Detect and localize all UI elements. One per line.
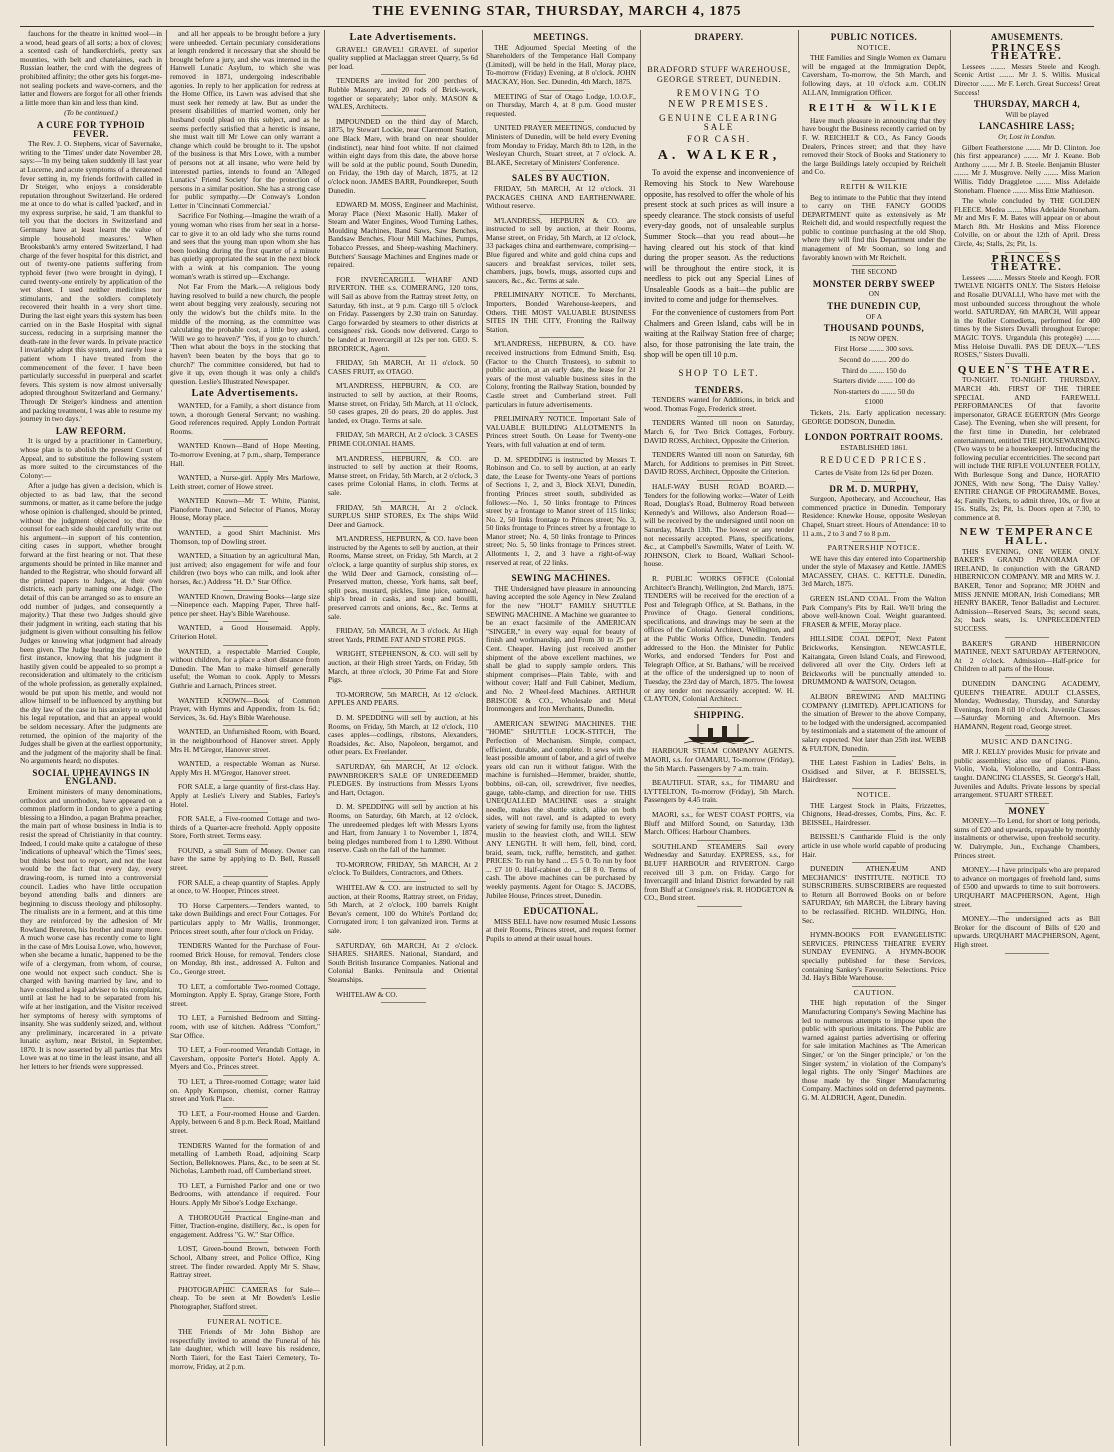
column-4 [486,30,636,1446]
column-rule [640,30,641,1446]
partnership-heading: PARTNERSHIP NOTICE. [827,543,921,553]
bradford-title: BRADFORD STUFF WAREHOUSE, [647,64,791,74]
caution-heading: CAUTION. [853,987,895,997]
prize-line: Non-starters do ........ 50 do [833,386,915,396]
classified-ad: A THOROUGH Practical Engine-man and Fitter, Traction-engine, distillery, &c., is open for engagement. Address "G. W." Star Office. [170,1214,320,1244]
classified-ad: TO LET, a Four-roomed Verandah Cottage, in Caversham, opposite Porter's Hotel. Apply A. Myers and Co., Princes street. [170,1046,320,1076]
temperance-hall-title: NEW TEMPERANCE HALL. [959,526,1095,548]
on-label: ON [868,289,880,299]
classified-ad: WANTED, an Unfurnished Room, with Board, in the neighbourhood of Hanover street. Apply Mrs H. M'Gregor, Hanover street. [170,728,320,758]
classified-ad: TENDERS Wanted for the Purchase of Four-roomed Brick House, for removal. Tenders close on Monday, 8th inst., addressed A. Fulton and Co., George street. [170,942,320,980]
shipping-list [644,747,794,907]
green-island-coal: GREEN ISLAND COAL. From the Walton Park Company's Pits by Rail. We'll bring the above well-known Coal. Weight guaranteed. FRASER & M'FIE, Moray place. [802,595,946,633]
classified-ad: WANTED, a Good Housemaid. Apply, Criterion Hotel. [170,624,320,645]
dunedin-cup-title: THE DUNEDIN CUP, [827,301,921,312]
late-ads-list [170,402,320,1316]
sale-notice: D. M. SPEDDING is instructed by Messrs T. Robinson and Co. to sell by auction, at an early date, the Lease for Twenty-one Years of portions of Sections 1, 2, and 3, Block XLVI, Dunedin, fronting Princes street south, subdivided as follows:—No. 1, 50 links frontage to Princes street by a frontage to Manor street of 115 links; No. 2, 50 links frontage to Princes street; No. 3, 50 links frontage to Princes street by a frontage to Manor street; No. 4, 50 links frontage to Princes street; No. 5, 50 links frontage to Princes street. Allotments 1, 2, and 3 have a right-of-way reserved at rear, of 22 links. [486,456,636,572]
classified-ad: TO LET, a comfortable Two-roomed Cottage, Mornington. Apply E. Spray, Grange Store, Forth street. [170,983,320,1013]
princess-close: The whole concluded by THE GOLDEN FLEECE. Medea ........ Miss Adelaide Stoneham. Mr and Mrs F. M. Bates will appear on or about March 8th. Mr Hoskins and Miss Florence Colville, on or about the 12th of April. Dress Circle, 4s; Stalls, 2s; Pit, 1s. [954,197,1100,253]
tickets-notice: Tickets, 21s. Early application necessary. GEORGE DODSON, Dunedin. [802,409,946,430]
auction-ad: TENDERS are invited for 200 perches of Rubble Masonry, and 20 rods of Brick-work, together or separately; labor only. MASON & WALES, Architects. [328,77,478,115]
auction-ad: FRIDAY, 5th MARCH, At 2 o'clock. SURPLUS SHIP STORES, Ex The ships Wild Deer and Garnock. [328,504,478,534]
column-6 [802,30,946,1446]
late-ads-heading-2: Late Advertisements. [349,32,457,43]
sewing-machine-ad: THE Undersigned have pleasure in announcing having accepted the sole Agency in New Zealand for the new "HOLT" FAMILY SHUTTLE SEWING MACHINE. A Machine we guarantee to be an exact facsimile of the AMERICAN "SINGER," in every way equal for beauty of finish and workmanship, and From 30 to 25 per Cent. Cheaper. Having just received another shipment of the above excellent machines, we shall be glad to supply sample orders. This shipment comprises—Plain Table, with and without cover; Half and Full Cabinet, Medium, and No. 2 Wheel-feed Machines. ARTHUR BRISCOE & CO., Wholesale and Metal Ironmongers and Iron Merchants, Dunedin. [486,585,636,718]
tenders-heading: TENDERS. [694,384,744,395]
auction-ad: M'LANDRESS, HEPBURN, & CO. are instructed to sell by auction, at their Rooms, Manse street, on Friday, 5th March, at 11 o'clock, 50 cases grapes, 20 do pears, 20 do apples. Just landed, ex Otago. Terms at sale. [328,382,478,429]
auction-ad: M'LANDRESS, HEPBURN, & CO. have been instructed by the Agents to sell by auction, at their Rooms, Manse street, on Friday, 5th March, at 2 o'clock, a large quantity of surplus ship stores, ex the Wild Deer and Garnock, consisting of—Preserved mutton, cheese, York hams, salt beef, split peas, mustard, pickles, lime juice, oatmeal, ship's bread in casks, and soup and bouilli, preserved carrots and onions, &c., &c. Terms at sale. [328,535,478,625]
social-upheavings-heading: SOCIAL UPHEAVINGS IN ENGLAND. [32,767,150,787]
prize-list [802,345,946,396]
classified-ad: TENDERS Wanted for the formation of and metalling of Lambeth Road, adjoining Scarp Section, Belleknowes. Plans, &c., to be seen at St. Nicholas, Lambeth road, off Cumberland street. [170,1142,320,1180]
now-open: IS NOW OPEN. [849,333,899,343]
sale-notice: M'LANDRESS, HEPBURN & CO. are instructed to sell by auction, at their Rooms, Manse street, on Friday, 5th March, at 12 o'clock, 33 packages china and earthenware, comprising—Blue figured and white and gold china cups and saucers and breakfast services, toilet sets, chambers, jugs, bowls, mugs, assorted cups and saucers, &c., &c. Terms at sale. [486,217,636,290]
established: ESTABLISHED 1861. [840,442,908,452]
law-reform-heading: LAW REFORM. [55,425,127,436]
music-dancing-heading: MUSIC AND DANCING. [981,736,1073,746]
classified-ad: TO LET, a Three-roomed Cottage; water laid on. Apply Kempson, chemist, corner Rattray street and York Place. [170,1078,320,1108]
new-premises: NEW PREMISES. [668,99,770,111]
column-1 [20,30,162,1446]
removing-to: REMOVING TO [676,87,762,98]
classified-ad: FOUND, a small Sum of Money. Owner can have the same by applying to D. Bell, Russell street. [170,847,320,877]
sewing-heading: SEWING MACHINES. [511,573,611,584]
auction-ad: M'LANDRESS, HEPBURN, & CO. are instructed to sell by auction at their Rooms, Manse street, on Friday, 5th March, at 2 o'clock, 3 cases prime Colonial Hams, in cloth. Terms at sale. [328,455,478,502]
queens-theatre-title: QUEEN'S THEATRE. [957,363,1097,376]
amusements-heading: AMUSEMENTS. [990,32,1064,42]
late-ads-list-2 [328,46,478,1004]
masthead-rule [20,26,1094,27]
classified-ad: WANTED, a good Shirt Machinist. Mrs Thomson, top of Dowling street. [170,529,320,550]
auction-ad: IMPOUNDED on the third day of March, 1875, by Stewart Lockie, near Claremont Station, one Black Mare, with brand on near shoulder (indistinct), near hind foot white. If not claimed within eight days from this date, the above horse will be sold at the public pound, South Dunedin, on Friday, the 19th day of March, 1875, at 12 o'clock noon. JAMES BARR, Poundkeeper, South Dunedin. [328,118,478,199]
murphy-title: DR M. D. MURPHY, [829,483,919,494]
walker-name: A. WALKER, [657,147,781,163]
sewing-machine-ad: AMERICAN SEWING MACHINES. THE "HOME" SHUTTLE LOCK-STITCH, The Perfection of Mechanism. Simple, compact, efficient, durable, and complete. It sews with the least possible amount of labor, and a girl of twelve years old can run it without fatigue. With the machine is furnished—Hemmer, braider, shuttle, bobbins, oil-can, oil, screwdriver, five needles, gauge, table-clamp, and direction for use. THIS UNEQUALLED MACHINE uses a straight needle, makes the shuttle stitch, alike on both sides, will not ravel, and is adapted to every variety of sewing for family use, from the lightest muslin to the heaviest cloth, and WILL SEW ANY LENGTH. It will hem, fell, bind, cord, braid, seam, tuck, ruffle, hemstitch, and gather. PRICES: To run by hand ... £5 5 0. To run by foot ... £7 10 0. Half-cabinet do ... £8 8 0. Terms of cash. The above machines can be purchased by weekly payments. Agent for Otago: S. JACOBS, Jubilee House, Princes street, Dunedin. [486,720,636,904]
social-upheavings-article: Eminent ministers of many denominations, orthodox and unorthodox, have appeared on a common platform in London to give a parting blessing to a Hindoo, a pagan Brahma preacher, the main part of whose business in India is to resist the spread of Christianity in that country. Indeed, I could make quite a catalogue of these 'indications of upheaval' which the 'Times' sees, but thinks best not to report, and not the least would be the fact that every day, every drawing-room, is turned into a controversial council. Ladies who have little occupation beyond attending balls and dinners are beginning to discuss theology and philosophy. The ritualists are in a ferment, and at this time they are reinforced by the adhesion of Mr Rowland Brereton, his brother and many more. A much worse case has recently come to light in the case of Mrs Louisa Lowe, who, however, when she became a lunatic, happened to be the wife of a clergyman, from whom, of course, one would not expect such conduct. She is charged with having married by law, and to have consulted a legal adviser to his complaint, until at last he had to be separated from his wife at her instigation, and the Visitor received her symptoms of heresy with symptoms of insanity. She was suddenly seized, and, without any preliminary, incarcerated in a private lunatic asylum, near Bristol, in September, 1870. It is now asserted by all parties that Mrs Lowe was at no time in the least insane, and all her letters to her friends were suppressed. [20,787,162,1072]
auction-ad: D. M. SPEDDING will sell by auction, at his Rooms, on Friday, 5th March, at 12 o'clock, 110 cases apples—codlings, ribstons, Alexanders, Roadsides, &c. Also, Napoleon, bergamot, and other pears. Ex Freelander. [328,714,478,761]
cartes-price: Cartes de Visite from 12s 6d per Dozen. [802,469,946,482]
classified-ad: FOR SALE, a large quantity of first-class Hay. Apply at Leslie's Livery and Stables, Farley's Hotel. [170,783,320,813]
walker-body: To avoid the expense and inconvenience of Removing his Stock to New Warehouse opposite, has resolved to offer the whole of his present stock at such prices as will insure a speedy clearance. The stock consists of useful every-day goods, not of unsaleable surplus Summer Stock—that you read about—he having cleared out his stock of that kind during the proper season. As the reductions will be throughout the entire stock, it is needless to pick out any Special Lines of Unsaleable Goods as a bait—the public are invited to come and judge for themselves. [644,168,794,305]
auction-ad: EDWARD M. MOSS, Engineer and Machinist, Moray Place (Next Masonic Hall). Maker of Steam and Water Engines, Wood Turning Lathes, Moulding Machines, Band Saws, Saw Benches, Bandsaw Benches, Flour Mill Machines, Pumps, Tobacco Presses, and Sheep-washing Machinery. Butchers' Sausage Machines and Engines made or repaired. [328,201,478,274]
plaits-notice: THE Largest Stock in Plaits, Frizzettes, Chignons, Head-dresses, Combs, Pins, &c. F. BEISSEL, Hairdresser. [802,802,946,832]
steamship-icon [684,722,754,744]
auction-ad: TO-MORROW, 5th MARCH, At 12 o'clock. APPLES AND PEARS. [328,691,478,712]
duvalli-notice: Lessees ........ Messrs Steele and Keogh. FOR TWELVE NIGHTS ONLY. The Sisters Heloise and Rosalie DUVALLI, Who have met with the most unbounded success throughout the whole world. SATURDAY, 6th MARCH, Will appear in the Roller Comedietta, performed for 400 times by the Sisters Duvalli throughout Europe: MAGIC TOYS. Urgandula (his protegée) ........ Miss Heloise Duvalli. PAS DE DEUX—"LES ROSES," Sisters Duvalli. [954,274,1100,364]
shop-to-let: SHOP TO LET. [678,368,760,379]
tender-notice: TENDERS wanted for Additions, in brick and wood. Thomas Fogo, Frederick street. [644,396,794,417]
meeting-notice: MEETING of Star of Otago Lodge, I.O.O.F., on Thursday, March 4, at 8 p.m. Good muster requested. [486,93,636,123]
lowe-article-cont: and all her appeals to be brought before a jury were unheeded. Certain pecuniary considerations at length rendered it necessary that she should be brought before a jury, and she was interned in the Hanwell Lunatic Asylum, to which she was removed in 1871, undergoing indescribable agonies. In reply to her application for redress at the Home Office, its Lawn was advised that she must seek her remedy at law. But as under the present disabilities of married women, only her husband could plead on this subject, and as he seems perfectly satisfied that a heretic is insane, she must wait till Mr Lowe can only warrant a change which could be brought to it. The upshot of the business is that Mrs Lowe, with a number of persons not at all insane, who were held by interested parties, intends to found an 'Alleged Lunatics' Friend Society' for the protection of persons in a similar position. She has a strong case for public sympathy.—Dr Conway's London Letter in 'Cincinnati Commercial.' [170,30,320,210]
tender-notice: R. PUBLIC WORKS OFFICE (Colonial Architect's Branch), Wellington, 2nd March, 1875. TENDERS will be received for the erection of a Post and Telegraph Office, at St. Bathans, in the Province of Otago. General conditions, specifications, and drawings may be seen at the offices of the Colonial Architect, Wellington, and at the Public Works Office, Dunedin. Tenders addressed to the Hon. the Minister for Public Works, and endorsed 'Tenders for Post and Telegraph Office, at St. Bathans,' will be received at the office of the undersigned up to noon of Tuesday, the 23rd day of March, 1875. The lowest or any tender not necessarily accepted. W. H. CLAYTON, Colonial Architect. [644,575,794,708]
law-reform-intro: It is urged by a practitioner in Canterbury, whose plan is to abolish the present Court of Appeal, and to substitute the following system as more suited to the circumstances of the Colony:— [20,436,162,480]
typhoid-heading: A CURE FOR TYPHOID FEVER. [36,119,146,139]
classified-ad: TO LET, a Furnished Bedroom and Sitting-room, with use of kitchen. Address "Comfort," Star Office. [170,1014,320,1044]
notice-heading: NOTICE. [857,42,891,52]
tenders-list [644,396,794,708]
shipping-notice: HARBOUR STEAM COMPANY AGENTS. MAORI, s.s. for OAMARU, To-morrow (Friday), the 5th March. Passengers by 7 a.m. train. [644,747,794,777]
classified-ad: WANTED, a Situation by an agricultural Man, just arrived; also engagement for wife and four children (two boys who can milk, and look after horses, &c.) Address "H. D." Star Office. [170,552,320,590]
classified-ad: WANTED, a respectable Married Couple, without children, for a place a short distance from Dunedin. The Man to make himself generally useful; the Woman to cook. Apply to Messrs Guthrie and Larnach, Princes street. [170,648,320,695]
princess-play: LANCASHIRE LASS; [979,121,1075,132]
auction-ad: WHITELAW & CO. [328,991,478,1004]
meetings-heading: MEETINGS. [533,32,589,42]
auction-ad: FRIDAY, 5th MARCH, At 11 o'clock. 50 CASES FRUIT, ex OTAGO. [328,359,478,380]
shipping-notice: BEAUTIFUL STAR, s.s., for TIMARU and LYTTELTON, To-morrow (Friday), 5th March. Passengers by 4.45 train. [644,779,794,809]
classified-ad: TO LET, a Furnished Parlor and one or two Bedrooms, with attendance if required. Four Hours. Apply Mr Siboe's Lodge Exchange. [170,1182,320,1212]
notice-heading-2: NOTICE. [857,789,891,799]
princess-staff: Lessees ........ Messrs Steele and Keogh. Scenic Artist ........ Mr J. S. Willis. Musical Director ........ Mr F. Lerch. Great Success! Great Success! [954,61,1100,97]
classified-ad: TO Horse Carpenters.—Tenders wanted, to take down Buildings and erect Four Cottages. For particulars apply to Mr Wallis, Ironmonger, Princes street south, after four o'clock on Friday. [170,902,320,940]
hibernicon-matinee: BAKER'S GRAND HIBERNICON MATINEE, NEXT SATURDAY AFTERNOON, At 2 o'clock. Admission—Half-price for Children to all parts of the House. [954,640,1100,678]
reith-wilkie-title-2: REITH & WILKIE [840,181,908,191]
money-heading: MONEY [1008,805,1046,816]
sales-heading: SALES BY AUCTION. [512,173,610,184]
auction-ad: WRIGHT, STEPHENSON, & CO. will sell by auction, at their High street Yards, on Friday, 5th March, at three o'clock, 30 Prime Fat and Store Pigs. [328,650,478,688]
athenaeum-notice: DUNEDIN ATHENÆUM AND MECHANICS' INSTITUTE. NOTICE TO SUBSCRIBERS. SUBSCRIBERS are requested to Return all Borrowed Books on or before SATURDAY, 6th MARCH, the Library having to be reclassified. RICHD. WILDING, Hon. Sec. [802,865,946,929]
money-ad: MONEY.—I have principals who are prepared to advance on mortgages of freehold land, sums of £500 and upwards to time to suit borrowers. URQUHART MACPHERSON, Agent, High street. [954,866,1100,913]
dancing-academy: DUNEDIN DANCING ACADEMY, QUEEN'S THEATRE. ADULT CLASSES, Monday, Wednesday, Thursday, and Saturday Evenings, from 8 till 10 o'clock. Juvenile Classes—Saturday Morning and Afternoon. Mrs HAMANN, Regent road, George street. [954,680,1100,736]
classified-ad: WANTED, for a Family, a short distance from town, a thorough General Servant; no washing. Good references required. Apply London Portrait Rooms. [170,402,320,440]
sacrifice-article: Sacrifice For Nothing.—Imagine the wrath of a young woman who rises from her seat in a horse-car to give it to an old lady who she turns round and sees that the young man upon whom she has been looking during the first quarter of a minute has quietly appropriated the seat in the next block with a wink at his companion. The young woman's wrath is stirred up—Exchange. [170,211,320,281]
fancy-goods-notice: Beg to intimate to the Public that they intend to carry on THE FANCY GOODS DEPARTMENT quite as extensively as Mr Reichelt did, and would respectfully request the public to continue purchasing at the old Shop, where they will find this Department under the management of Mr Sooman, so long and favorably known with Mr Reichelt. [802,194,946,267]
derby-sweep-title: MONSTER DERBY SWEEP [812,278,936,289]
tender-notice: TENDERS Wanted till noon on Saturday, March 6, for Two Brick Cottages, Forbury. DAVID ROSS, Architect, Opposite the Criterion. [644,419,794,449]
walker-convenience: For the convenience of customers from Port Chalmers and Green Island, cabs will be in waiting at the Railway Station free of charge; also, for those patronising the late train, the shop will be open till 10 p.m. [644,308,794,360]
classified-ad: WANTED Known—Mr T. White, Pianist, Pianoforte Tuner, and Selector of Pianos, Moray House, Moray place. [170,497,320,527]
hillside-coal: HILLSIDE COAL DEPOT, Next Patent Brickworks, Kensington. NEWCASTLE, Kaitangata, Green Island Coals, and Firewood, delivered all over the City. Orders left at Brickworks will be punctually attended to. DRUMMOND & WATSON, Octagon. [802,635,946,691]
auction-ad: WHITELAW & CO. are instructed to sell by auction, at their Rooms, Rattray street, on Friday, 5th March, at 2 o'clock, 100 barrels Knight Bevan's cement, 100 do White's Portland do; Corrugated iron; 1 ton galvanized iron. Terms at sale. [328,884,478,940]
auction-ad: GRAVEL! GRAVEL! GRAVEL of superior quality supplied at Maclaggan street Quarry, 5s 6d per load. [328,46,478,76]
queens-notice: TO-NIGHT. TO-NIGHT. THURSDAY, MARCH 4th. FIRST OF THE THREE SPECIAL AND FAREWELL PERFORMANCES Of that favorite impersonator, GRACE EGERTON (Mrs George Case). The Evening, when she will present, for the first time in Dunedin, her celebrated entertainment, entitled THE HOUSEWARMING (Two ways to be a housekeeper). Introducing the following peculiar eccentricities. The second part will include THE RIFLE VOLUNTEER FOLLY, With Burlesque Song and Dance, HORATIO JONES, With new Song, 'The Daisy Valley.' ENTIRE CHANGE OF PROGRAMME. Boxes, 4s; Family Tickets, to admit three, 10s, or five at 15s. Stalls, 2s; Pit, 1s. Doors open at 7.30, to commence at 8. [954,376,1100,526]
auction-ad: D. M. SPEDDING will sell by auction at his Rooms, on Saturday, 6th March, at 12 o'clock, The unredeemed pledges left with Messrs Lyons and Hart, from January 1 to November 1, 1874, being pledges numbered from 1 to 1,890. Without reserve. Cash on the fall of the hammer. [328,803,478,859]
classified-ad: WANTED, a Nurse-girl. Apply Mrs Marlowe, Leith street, corner of Howe street. [170,474,320,495]
hymn-books-notice: HYMN-BOOKS FOR EVANGELISTIC SERVICES. PRINCESS THEATRE EVERY SUNDAY EVENING. A HYMN-BOOK specially published for these Services, containing Sankey's Favourite Selections. Price 3d. Hay's Bible Warehouse. [802,931,946,987]
newspaper-columns [20,30,1100,1446]
column-rule [482,30,483,1446]
beissel-notice: BEISSEL'S Cantharide Fluid is the only article in use whole world capable of producing Hair. [802,833,946,863]
classified-ad: PHOTOGRAPHIC CAMERAS for Sale—cheap. To be seen at Mr Bowden's Leslie Photographer, Stafford street. [170,1286,320,1316]
public-notices-heading: PUBLIC NOTICES. [830,32,918,42]
thousand-pounds-title: THOUSAND POUNDS, [823,323,925,334]
caution-notice: THE high reputation of the Singer Manufacturing Company's Sewing Machine has led to numerous attempts to impose upon the public with spurious imitations. The Public are warned against parties advertising or offering for sale imitation Machines as 'The American Singer,' or 'on the Singer principle,' or 'on the Singer system,' in violation of the Company's legal rights. The only 'Singer' Machines are those made by the Singer Manufacturing Company. Machines sold on deferred payments. G. M. ALDRICH, Agent, Dunedin. [802,998,946,1102]
prize-line: Starters divide ........ 100 do [833,376,915,386]
educational-notice: MISS BELL have now resumed Music Lessons at their Rooms, Princes street, and request former Pupils to attend at their usual hours. [486,916,636,943]
for-cash: FOR CASH. [686,134,751,145]
classified-ad: WANTED Known, Drawing Books—large size—Ninepence each. Mapping Paper, Three half-pence per sheet. Hay's Bible Warehouse. [170,593,320,623]
classified-ad: WANTED KNOWN—Book of Common Prayer, with Hymns and Appendix, from 1s. 6d.; Services, 3s. 6d. Hay's Bible Warehouse. [170,697,320,727]
partnership-notice: WE have this day entered into Copartnership under the style of Maxasey and Kettle. JAMES MACASSEY, CHAS. C. KETTLE. Dunedin, 3rd March, 1875. [802,555,946,593]
princess-date: THURSDAY, MARCH 4, [973,99,1081,110]
column-rule [950,30,951,1446]
panorama-notice: THIS EVENING, ONE WEEK ONLY. BAKER'S GRAND PANORAMA OF IRELAND, In conjunction with the GRAND HIBERNICON COMPANY. MR and MRS W. J. BAKER, Tenor and Soprano; MR JOHN and MISS JENNIE MORAN, Irish Comedians; MR HENRY BAKER, Tenor Balladist and Lecturer. Admission—Reserved Seats, 3s; second seats, 2s; back seats, 1s. UNPRECEDENTED SUCCESS. [954,548,1100,638]
funeral-notice: THE Friends of Mr John Bishop are respectfully invited to attend the Funeral of his late daughter, which will leave his residence, North Taieri, for the East Taieri Cemetery, To-morrow, Friday, at 2 p.m. [170,1327,320,1371]
funeral-heading: FUNERAL NOTICE. [207,1316,283,1326]
classified-ad: FOR SALE, a cheap quantity of Staples. Apply at once, to W. Hooper, Princes street. [170,879,320,900]
column-3 [328,30,478,1446]
princess-will: Will be played [1005,109,1049,119]
meeting-notice: UNITED PRAYER MEETINGS, conducted by Ministers of Dunedin, will be held every Evening from Monday to Friday, March 8th to 12th, in the Wesleyan Church, Stuart street, at 7 o'clock. A. BLAKE, Secretary of Ministers' Conference. [486,124,636,171]
immigration-notice: THE Families and Single Women ex Oamaru will be engaged at the Immigration Depôt, Caversham, To-morrow, the 5th March, and following days, at 10 o'clock a.m. COLIN ALLAN, Immigration Officer. [802,54,946,101]
shipping-heading: SHIPPING. [693,709,745,720]
tender-notice: TENDERS Wanted till noon on Saturday, 6th March, for Additions to premises in Pitt Street. DAVID ROSS, Architect, Opposite the Criterion. [644,451,794,481]
educational-heading: EDUCATIONAL. [523,906,599,917]
princess-subtitle: Or, Lost in London. [998,131,1056,141]
money-ad: MONEY.—The undersigned acts as Bill Broker for the discount of Bills of £20 and upwards. URQUHART MACPHERSON, Agent, High street. [954,915,1100,953]
prize-line: Second do ........ 200 do [839,355,909,364]
auction-ad: FOR INVERCARGILL WHARF AND RIVERTON. THE s.s. COMERANG, 120 tons, will Sail as above from the Rattray street Jetty, on Saturday, 6th inst., at 9 p.m. Cargo till 5 o'clock on Friday. Passengers by 2.30 train on Saturday. Cargo forwarded by steamers to other districts at consignees' risk. Goods now delivered. Cargo to be landed at Invercargill at 12s per ton. GEO. S. BRODRICK, Agent. [328,276,478,357]
drapery-heading: DRAPERY. [694,32,744,42]
sewing-list [486,585,636,904]
reduced-prices: REDUCED PRICES. [820,455,928,466]
shipping-notice: SOUTHLAND STEAMERS Sail every Wednesday and Saturday. EXPRESS, s.s., for BLUFF HARBOUR and RIVERTON. Cargo received till 3 p.m. on Friday. Cargo for Invercargill and Inland District forwarded by rail from Bluff at Consignee's risk. R. HODGETON & CO., Bond street. [644,843,794,907]
second-label: THE SECOND [851,267,897,277]
not-far-article: Not Far From the Mark.—A religious body having resolved to build a new church, the people went about begging very zealously, securing not only the widow's but the child's mite. In the middle of the morning, as the committee was calculating the probable cost, a little boy asked, 'Will we go to heaven?' 'Yes, if you go to church.' 'Then what about the boys in the stocking that haven't been beaten by the boys that go to church?' The committee considered, but had to give it up, even though it was only a child's question. Leslie's Illustrated Newspaper. [170,282,320,386]
sales-list [486,185,636,571]
reith-wilkie-title: REITH & WILKIE [808,103,940,115]
auction-ad: FRIDAY, 5th MARCH, At 3 o'clock. At High street Yards, PRIME FAT AND STORE PIGS. [328,627,478,648]
column-2 [170,30,320,1446]
auction-ad: TO-MORROW, FRIDAY, 5th MARCH, At 2 o'clock. To Builders, Contractors, and Others. [328,861,478,882]
of-label: OF A [865,311,883,321]
classified-ad: WANTED Known—Band of Hope Meeting, To-morrow Evening, at 7 p.m., sharp, Temperance Hall. [170,442,320,472]
latest-fashion: THE Latest Fashion in Ladies' Belts, in Oxidised and Silver, at F. BEISSEL'S, Hairdresser. [802,759,946,789]
serial-intro: fauchons for the theatre in knitted wool—in a wood, head gears of all sorts; a box of cloves; a scented cash of handkerchiefs, pretty sax mounties, with belt and chatelaines, each in Russian leather, the cord with the degrees of prohibited affinity; the other gets his forget-me-not sealing pockets and wave-corners, and the latter and flowers are forgot for all other friends a little more than kin and less than kind. [20,30,162,107]
classified-ad: FOR SALE, a Five-roomed Cottage and two-thirds of a Quarter-acre freehold. Apply opposite Store, Forth street. Terms easy. [170,815,320,845]
genuine-sale: GENUINE CLEARING SALE [659,112,779,132]
money-ad: MONEY.—To Lend, for short or long periods, sums of £20 and upwards, repayable by monthly instalments or otherwise, upon freehold security. W. Dalrymple, Jun., Exchange Chambers, Princes street. [954,817,1100,864]
prize-line: First Horse ........ 300 sovs. [834,344,914,354]
princess-cast: Gilbert Featherstone ........ Mr D. Clinton. Joe (his first appearance) ........ Mr J. Keane. Bob Anthony ........ Mr J. B. Steele. Benjamin Bluster ........ Mr J. Musgrove. Nelly ........ Miss Marion Willis. Tiddy Draggletoe ........ Miss Adelaide Stoneham. Fluence ........ Miss Ettie Mathieson. [954,142,1100,195]
shipping-notice: MAORI, s.s., for WEST COAST PORTS, via Bluff and Milford Sound, on Saturday, 13th March. Offices: Harbour Chambers. [644,811,794,841]
prize-total: £1000 [864,397,884,407]
masthead: THE EVENING STAR, THURSDAY, MARCH 4, 1875 [372,4,742,19]
sale-notice: M'LANDRESS, HEPBURN, & CO. have received instructions from Edmund Smith, Esq. (Factor to the Church Trustees), to submit to public auction, at an early date, the lease for 21 years of the most valuable business sites in the Colony, fronting the Railway Station, bounded by Castle street and Cumberland street. Full particulars in future advertisements. [486,340,636,413]
column-5 [644,30,794,1446]
money-list [954,817,1100,953]
sale-notice: PRELIMINARY NOTICE. To Merchants, Importers, Bonded Warehouse-keepers, and Others. THE MOST VALUABLE BUSINESS SITES IN THE CITY, Fronting the Railway Station. [486,291,636,338]
law-reform-body: After a judge has given a decision, which is objected to as bad law, that the second summons, or matter, as it came before the judge whose opinion is challenged, should be printed, without the judgment objected to; that the counsel for each side should carefully write out his argument—in support of his contention, citing cases in support, whether brought forward at the first hearing or not. That these arguments should be printed in like manner and handed to the Registrar, who should forward all the printed papers to Judges, at their own districts, each party naming one Judge. (The detail of this can be arranged so as to ensure an odd number of judges, and consequently a majority.) That these two Judges should give their judgment in writing, each stating that his judgment is given without consulting his fellow Judges or knowing what judgment had already been given. The Judge hearing the case in the first instance, knowing that his judgment it hastily given could be appealed to so prompt a reconsideration and ultimately to the criticism of the whole profession, as generally explained, would be put upon his mettle, and would not allow himself to be influenced by anything but the dry law of the case in his anxiety to uphold his legal reputation, and that an appeal would be seldom necessary. After the judgments are returned, the opinion of the majority of the Judges shall be given at the earliest opportunity, and the judgment of the majority shall be final. No arguments heard; no disputes. [20,481,162,766]
albion-brewing: ALBION BREWING AND MALTING COMPANY (LIMITED). APPLICATIONS for the situation of Brewer to the above Company, to be lodged with the undersigned, accompanied by testimonials and a statement of the amount of salary expected. Not later than 25th inst. WEBB & FULTON, Dunedin. [802,693,946,757]
column-rule [798,30,799,1446]
reith-wilkie-notice: Have much pleasure in announcing that they have bought the Business recently carried on by F. W. REICHELT & CO., As Fancy Goods Dealers, Princes street; and that they have removed their Stock of Books and Stationery to the large Buildings lately occupied by Reichelt and Co. [802,117,946,181]
sale-notice: FRIDAY, 5th MARCH, At 12 o'clock. 31 PACKAGES CHINA AND EARTHENWARE. Without reserve. [486,185,636,215]
classified-ad: WANTED, a respectable Woman as Nurse. Apply Mrs H. M'Gregor, Hanover street. [170,760,320,781]
classified-ad: LOST, Green-bound Brown, between Forth School, Albany street, and Police Office, King street. The finder rewarded. Apply Mr S. Shaw, Rattray street. [170,1245,320,1283]
george-street: GEORGE STREET, DUNEDIN. [656,75,782,85]
prize-line: Third do ........ 150 do [841,365,907,375]
to-be-continued: (To be continued.) [64,108,118,118]
auction-ad: FRIDAY, 5th MARCH, At 2 o'clock. 3 CASES PRIME COLONIAL HAMS. [328,431,478,452]
late-ads-heading: Late Advertisements. [191,388,299,400]
princess-theatre-title-2: PRINCESS THEATRE. [991,252,1063,274]
auction-ad: SATURDAY, 6th MARCH, At 2 o'clock. SHARES. SHARES. National, Standard, and South British Insurance Companies. National and Colonial Banks. Peninsula and Oriental Steamships. [328,942,478,989]
tender-notice: HALF-WAY BUSH ROAD BOARD.—Tenders for the following works:—Water of Leith Road, Douglas's Road, Bulmeroy Road between Kennedy's and Willows, also Anderson Road—will be received by the undersigned until noon on Saturday, March 13th. The lowest or any tender not necessarily accepted. Plans, specifications, &c., at Campbell's Sawmills, Water of Leith. W. JOHNSON, Clerk to Board, Walkari School-house. [644,483,794,573]
meetings-list [486,44,636,172]
music-notice: MR J. KELLY provides Music for private and public assemblies; also use of pianos. Piano, Violin, Viola, Violoncello, and Contra-Bass taught. DANCING CLASSES, St. George's Hall, Juveniles and Adults. Private lessons by special arrangement. STUART STREET. [954,748,1100,804]
column-rule [166,30,167,1446]
auction-ad: SATURDAY, 6th MARCH, At 12 o'clock. PAWNBROKER'S SALE OF UNREDEEMED PLEDGES. By instructions from Messrs Lyons and Hart, Octagon. [328,763,478,801]
classified-ad: TO LET, a Four-roomed House and Garden. Apply, between 6 and 8 p.m. Beck Road, Maitland street. [170,1110,320,1140]
london-portrait-title: LONDON PORTRAIT ROOMS. [804,432,944,443]
sale-notice: PRELIMINARY NOTICE. Important Sale of VALUABLE BUILDING ALLOTMENTS In Princes street South. On Lease for Twenty-one Years, with full valuation at end of term. [486,415,636,453]
column-7 [954,30,1100,1446]
murphy-notice: Surgeon, Apothecary, and Accoucheur, Has commenced practice in Dunedin. Temporary Residence: Knewke House, opposite Wesleyan Chapel, Stuart street. Hours of Attendance: 10 to 11 a.m., 2 to 3 and 7 to 8 p.m. [802,495,946,542]
princess-theatre-title: PRINCESS THEATRE. [991,41,1063,63]
column-rule [324,30,325,1446]
meeting-notice: THE Adjourned Special Meeting of the Shareholders of the Temperance Hall Company (Limited), will be held in the Hall, Moray place, To-morrow (Friday) Evening, at 8 o'clock. JOHN MACKAY, Hon. Sec. Dunedin, 4th March, 1875. [486,44,636,91]
typhoid-article: The Rev. J. O. Stephens, vicar of Savernake, writing to the 'Times' under date November 28, says:—'In my being taken suddenly ill last year at Lucerne, and acute symptoms of a threatened fever setting in, my friends forthwith called in Dr Steiger, who enjoys a considerable reputation throughout Switzerland. He ordered me at once to do what is called 'packed', and in my express surprise, he said, 'I am thankful to tell you that the doctors in Switzerland and Germany have at least learnt the value of simple household measures.' When Brooksbank's army entered Switzerland, I had charge of the fever hospital for this district, and out of twenty-one patients suffering from typhoid fever (two were brought in dying), I cured twenty-one entirely by application of the wet sheet. I used neither medicines nor stimulants, and the soldiers completely recovered their health in a very short time. During the last eight years this system has been carried on in the Basle Hospital with signal success, reducing in a surprising manner the death-rate in the fever wards. In private practice I invariably adopt this system, and rarely lose a patient whom I have treated from the commencement of the fever. I have been particularly successful in puerperal and scarlet fevers. This system is now almost universally adopted throughout Switzerland and Germany.' Through Dr Steiger's kindness and attention and packing treatment, I was able to resume my journey in two days.' [20,139,162,424]
